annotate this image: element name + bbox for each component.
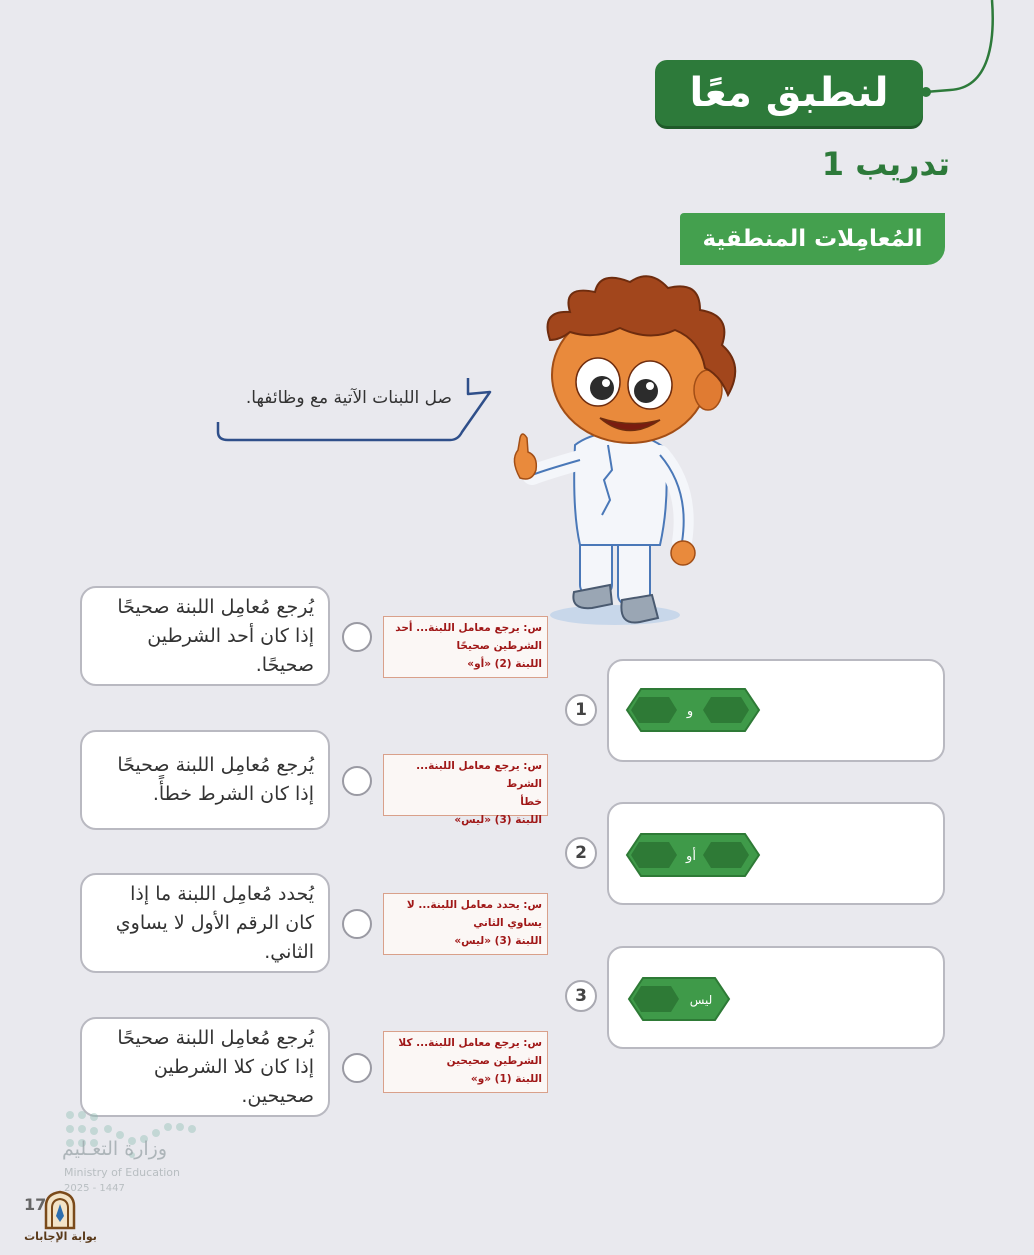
- block-number-text: 1: [575, 700, 587, 720]
- block-number-3[interactable]: [565, 980, 597, 1012]
- answer-box-1: [383, 616, 548, 678]
- match-radio-3[interactable]: [342, 909, 372, 939]
- answer-box-3: [383, 893, 548, 955]
- answer-line: خطأ: [520, 796, 542, 808]
- speech-bubble: [210, 370, 500, 450]
- description-card-3: [80, 873, 330, 973]
- section-title-text: لنطبق معًا: [689, 70, 889, 116]
- page-number: 17: [24, 1195, 47, 1214]
- match-radio-1[interactable]: [342, 622, 372, 652]
- block-number-text: 3: [575, 986, 587, 1006]
- description-card-2: [80, 730, 330, 830]
- block-number-text: 2: [575, 843, 587, 863]
- description-text: يُحدد مُعامِل اللبنة ما إذا كان الرقم الأول لا يساوي الثاني.: [115, 882, 314, 963]
- description-text: يُرجع مُعامِل اللبنة صحيحًا إذا كان كلا الشرطين صحيحين.: [117, 1026, 314, 1107]
- block-card-2: [607, 802, 945, 905]
- answer-line: الشرطين صحيحًا: [456, 640, 542, 652]
- not-block[interactable]: [627, 976, 731, 1022]
- match-radio-4[interactable]: [342, 1053, 372, 1083]
- answer-line: س: يرجع معامل اللبنة... الشرط: [416, 760, 542, 790]
- boy-character-illustration: [500, 270, 760, 640]
- topic-banner: [680, 213, 945, 265]
- and-block[interactable]: [625, 687, 761, 733]
- instruction-text: صل اللبنات الآتية مع وظائفها.: [245, 388, 452, 408]
- block-number-1[interactable]: [565, 694, 597, 726]
- answer-line: س: يرجع معامل اللبنة... كلا: [398, 1037, 542, 1049]
- answer-line: اللبنة (3) «ليس»: [454, 935, 542, 947]
- block-number-2[interactable]: [565, 837, 597, 869]
- match-radio-2[interactable]: [342, 766, 372, 796]
- description-card-1: [80, 586, 330, 686]
- drill-title: تدريب 1: [821, 145, 950, 183]
- topic-banner-text: المُعامِلات المنطقية: [702, 226, 923, 252]
- answers-portal-logo-icon: [40, 1188, 80, 1230]
- answer-line: يساوي الثاني: [473, 917, 542, 929]
- block-label: أو: [686, 849, 696, 864]
- answer-line: اللبنة (3) «ليس»: [454, 814, 542, 826]
- answer-line: س: يرجع معامل اللبنة... أحد: [395, 622, 542, 634]
- ministry-name-arabic: وزارة التعـليم: [62, 1138, 168, 1160]
- block-label: و: [686, 704, 694, 719]
- ministry-year: 2025 - 1447: [64, 1183, 125, 1194]
- block-card-1: [607, 659, 945, 762]
- answer-box-4: [383, 1031, 548, 1093]
- description-text: يُرجع مُعامِل اللبنة صحيحًا إذا كان أحد الشرطين صحيحًا.: [117, 595, 314, 676]
- answer-line: الشرطين صحيحين: [446, 1055, 542, 1067]
- answer-box-2: [383, 754, 548, 826]
- section-title: [655, 60, 923, 126]
- block-label: ليس: [689, 993, 713, 1007]
- answers-portal-name: بوابة الإجابات: [24, 1230, 97, 1243]
- answer-line: س: يحدد معامل اللبنة... لا: [406, 899, 542, 911]
- answer-line: اللبنة (1) «و»: [470, 1073, 542, 1085]
- block-card-3: [607, 946, 945, 1049]
- or-block[interactable]: [625, 832, 761, 878]
- description-text: يُرجع مُعامِل اللبنة صحيحًا إذا كان الشرط خطأً.: [117, 754, 314, 805]
- answer-line: اللبنة (2) «أو»: [467, 658, 542, 670]
- ministry-name-english: Ministry of Education: [64, 1166, 181, 1179]
